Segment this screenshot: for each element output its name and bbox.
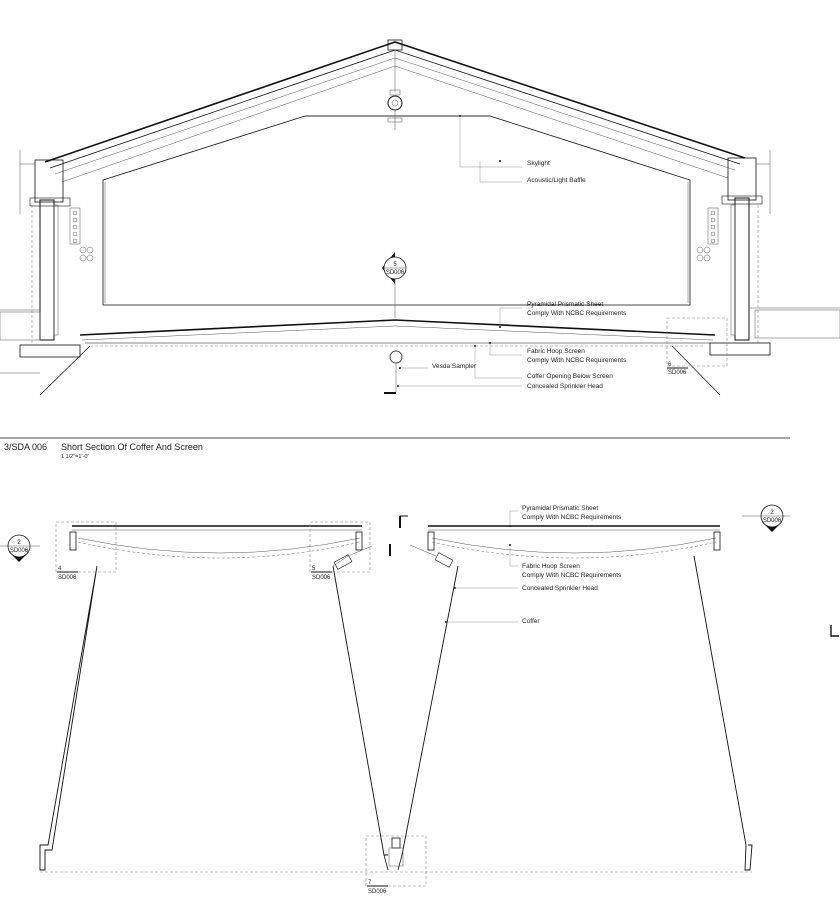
section-marker-right [742,505,790,532]
lower-leaders [445,511,518,623]
center-joint [384,838,403,870]
detail-tag-ref: SD006 [668,370,687,376]
drawing-title: Short Section Of Coffer And Screen [61,442,203,452]
detail-tag-4-ref: SD006 [58,575,77,581]
lower-callout-fabric-1: Fabric Hoop Screen [522,563,580,570]
ridge-fixture [388,90,402,130]
callout-prismatic-2: Comply With NCBC Requirements [527,310,627,317]
lower-callout-prismatic-2: Comply With NCBC Requirements [522,514,622,521]
section-marker-num: 5 [393,262,397,268]
detail-tag-5-ref: SD006 [312,575,331,581]
callout-baffle: Acoustic/Light Baffle [527,177,586,184]
lower-callout-coffer: Coffer [522,618,540,625]
sprinkler-left [334,546,372,569]
callout-coffer-opening: Coffer Opening Below Screen [527,373,613,380]
lower-callout-fabric-2: Comply With NCBC Requirements [522,572,622,579]
callout-fabric-1: Fabric Hoop Screen [527,348,585,355]
lower-callout-prismatic-1: Pyramidal Prismatic Sheet [522,505,599,512]
right-marker-ref: SD006 [762,518,782,524]
detail-tag-5 [310,522,370,581]
left-column [0,200,93,373]
callout-skylight: Skylight [527,160,550,167]
left-marker-ref: SD006 [9,548,29,554]
title-block [0,438,790,460]
callout-fabric-2: Comply With NCBC Requirements [527,357,627,364]
left-marker-num: 2 [17,540,21,546]
detail-tag-7 [366,836,426,895]
lower-section [0,505,839,895]
detail-tag-7-num: 7 [368,880,372,886]
upper-section [0,40,840,395]
section-marker-left [0,535,40,562]
detail-tag-5-num: 5 [312,566,316,572]
sprinkler-right [410,545,453,567]
right-column [697,198,840,355]
callout-vesda: Vesda Sampler [432,363,477,370]
drawing-number: 3/SDA 006 [4,442,48,452]
drawing-scale: 1 1/2"=1'-0" [61,454,90,460]
detail-tag-num: 6 [668,362,672,368]
callout-prismatic-1: Pyramidal Prismatic Sheet [527,301,604,308]
vesda-sampler [384,351,402,393]
callout-sprinkler: Concealed Sprinkler Head [527,383,603,390]
fabric-hoop-screen [85,343,710,346]
detail-tag-7-ref: SD006 [368,889,387,895]
section-marker-ref: SD006 [385,270,405,276]
detail-tag-6 [667,318,727,376]
prismatic-sheet [80,320,715,340]
lower-callout-sprinkler: Concealed Sprinkler Head [522,585,598,592]
detail-tag-4 [56,522,116,581]
right-marker-num: 2 [770,510,774,516]
detail-tag-4-num: 4 [58,566,62,572]
left-coffer [40,526,390,870]
section-marker-5 [382,252,406,318]
